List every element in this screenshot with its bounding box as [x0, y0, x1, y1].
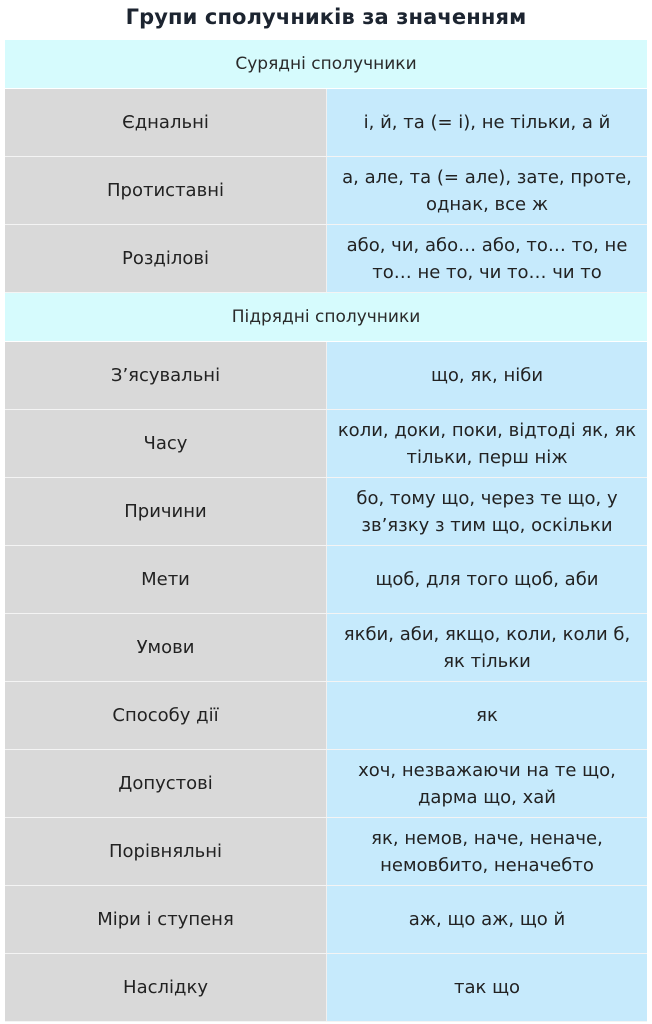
table-row — [5, 682, 647, 750]
examples-cell: так що — [327, 954, 647, 1021]
examples-cell: коли, доки, поки, відтоді як, як тільки, перш ніж — [327, 410, 647, 477]
group-cell: Допустові — [5, 750, 327, 817]
group-cell: Наслідку — [5, 954, 327, 1021]
table-row — [5, 546, 647, 614]
group-cell: Протиставні — [5, 157, 327, 224]
table-row — [5, 225, 647, 293]
group-cell: Причини — [5, 478, 327, 545]
table-row — [5, 410, 647, 478]
group-cell: Способу дії — [5, 682, 327, 749]
table-row — [5, 478, 647, 546]
examples-cell: бо, тому що, через те що, у зв’язку з тим що, оскільки — [327, 478, 647, 545]
examples-cell: як — [327, 682, 647, 749]
table-row — [5, 818, 647, 886]
examples-cell: аж, що аж, що й — [327, 886, 647, 953]
group-cell: З’ясувальні — [5, 342, 327, 409]
table-row — [5, 750, 647, 818]
table-row — [5, 342, 647, 410]
group-cell: Мети — [5, 546, 327, 613]
group-cell: Єднальні — [5, 89, 327, 156]
examples-cell: що, як, ніби — [327, 342, 647, 409]
table-row — [5, 954, 647, 1022]
examples-cell: як, немов, наче, неначе, немовбито, неначебто — [327, 818, 647, 885]
table-row — [5, 886, 647, 954]
table-row — [5, 89, 647, 157]
section-header-coordinating: Сурядні сполучники — [5, 40, 647, 89]
examples-cell: щоб, для того щоб, аби — [327, 546, 647, 613]
group-cell: Розділові — [5, 225, 327, 292]
examples-cell: і, й, та (= і), не тільки, а й — [327, 89, 647, 156]
group-cell: Часу — [5, 410, 327, 477]
examples-cell: а, але, та (= але), зате, проте, однак, все ж — [327, 157, 647, 224]
table-row — [5, 157, 647, 225]
page-title: Групи сполучників за значенням — [125, 5, 527, 29]
section-header-subordinating: Підрядні сполучники — [5, 293, 647, 342]
group-cell: Міри і ступеня — [5, 886, 327, 953]
group-cell: Порівняльні — [5, 818, 327, 885]
conjunctions-table — [5, 40, 647, 1022]
table-row — [5, 614, 647, 682]
examples-cell: якби, аби, якщо, коли, коли б, як тільки — [327, 614, 647, 681]
examples-cell: хоч, незважаючи на те що, дарма що, хай — [327, 750, 647, 817]
group-cell: Умови — [5, 614, 327, 681]
examples-cell: або, чи, або… або, то… то, не то… не то, чи то… чи то — [327, 225, 647, 292]
